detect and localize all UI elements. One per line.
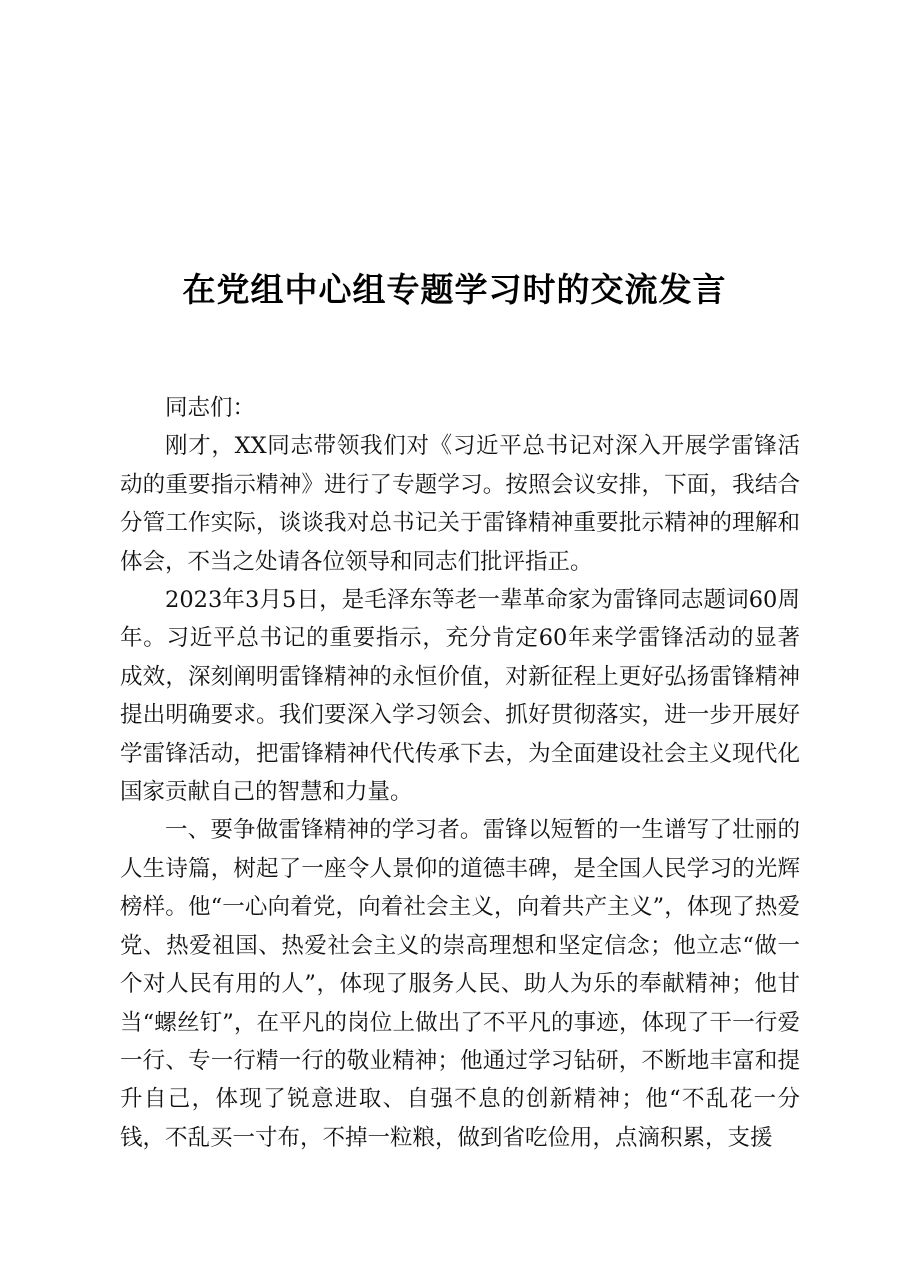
document-title: 在党组中心组专题学习时的交流发言 bbox=[182, 270, 727, 309]
paragraph-anniversary: 2023年3月5日，是毛泽东等老一辈革命家为雷锋同志题词60周年。习近平总书记的重要指示，充分肯定60年来学雷锋活动的显著成效，深刻阐明雷锋精神的永恒价值，对新征程上更好弘扬雷锋精神提出明确要求。我们要深入学习领会、抓好贯彻落实，进一步开展好学雷锋活动，把雷锋精神代代传承下去，为全面建设社会主义现代化国家贡献自己的智慧和力量。 bbox=[120, 587, 800, 806]
paragraph-intro: 刚才，XX同志带领我们对《习近平总书记对深入开展学雷锋活动的重要指示精神》进行了专题学习。按照会议安排，下面，我结合分管工作实际，谈谈我对总书记关于雷锋精神重要批示精神的理解和体会，不当之处请各位领导和同志们批评指正。 bbox=[120, 433, 800, 575]
document-body bbox=[120, 389, 800, 1157]
paragraph-section-one: 一、要争做雷锋精神的学习者。雷锋以短暂的一生谱写了壮丽的人生诗篇，树起了一座令人景仰的道德丰碑，是全国人民学习的光辉榜样。他“一心向着党，向着社会主义，向着共产主义”，体现了热爱党、热爱祖国、热爱社会主义的崇高理想和坚定信念；他立志“做一个对人民有用的人”，体现了服务人民、助人为乐的奉献精神；他甘当“螺丝钉”，在平凡的岗位上做出了不平凡的事迹，体现了干一行爱一行、专一行精一行的敬业精神；他通过学习钻研，不断地丰富和提升自己，体现了锐意进取、自强不息的创新精神；他“不乱花一分钱，不乱买一寸布，不掉一粒粮，做到省吃俭用，点滴积累，支援 bbox=[120, 817, 800, 1151]
salutation: 同志们： bbox=[165, 395, 256, 421]
